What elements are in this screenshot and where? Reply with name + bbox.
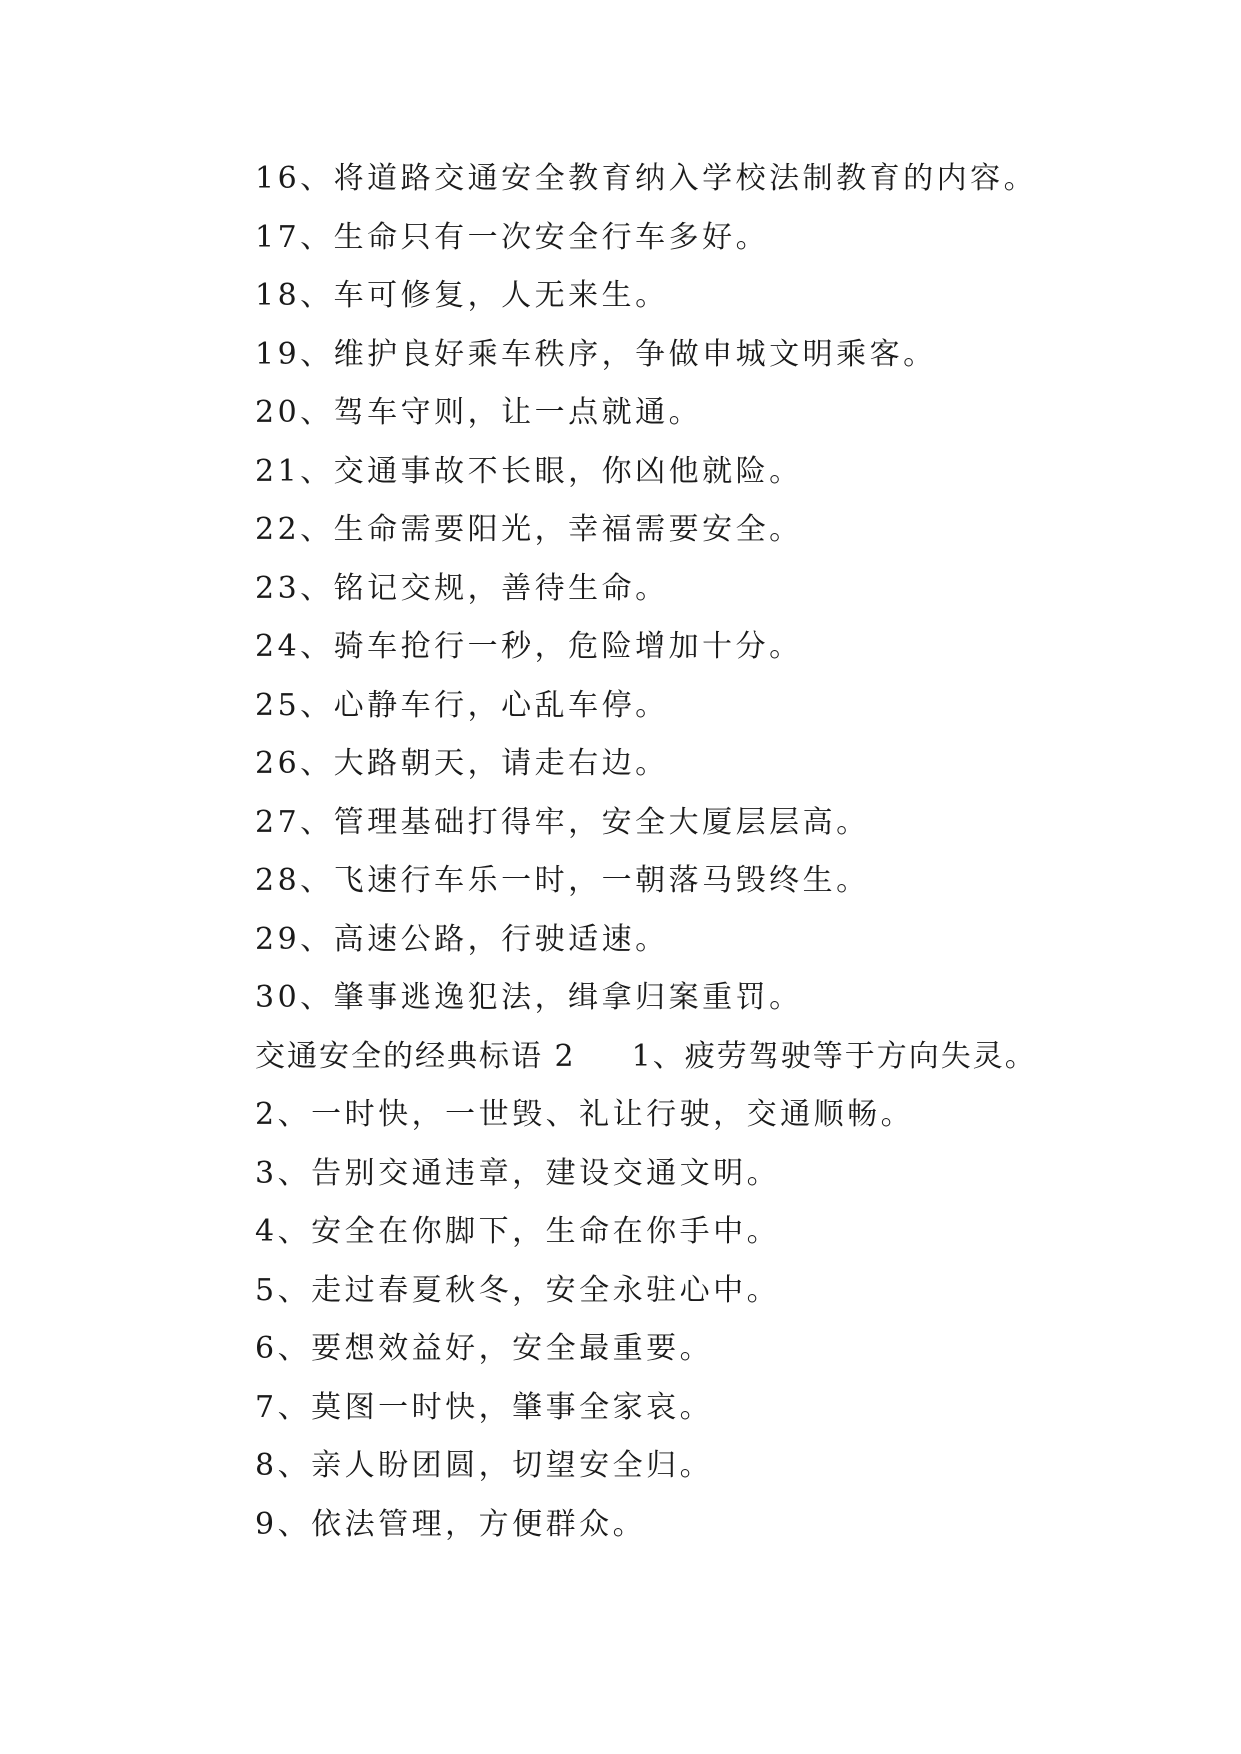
list-item: 28、飞速行车乐一时，一朝落马毁终生。	[255, 863, 870, 898]
list-item: 24、骑车抢行一秒，危险增加十分。	[255, 629, 803, 664]
list-item: 23、铭记交规，善待生命。	[255, 570, 669, 606]
list-item: 22、生命需要阳光，幸福需要安全。	[255, 512, 803, 547]
list-item: 26、大路朝天，请走右边。	[255, 746, 669, 781]
list-item: 30、肇事逃逸犯法，缉拿归案重罚。	[255, 980, 803, 1015]
list-item: 21、交通事故不长眼，你凶他就险。	[255, 453, 803, 489]
list-item: 5、走过春夏秋冬，安全永驻心中。	[255, 1272, 781, 1308]
list-item: 3、告别交通违章，建设交通文明。	[255, 1155, 781, 1191]
list-item: 19、维护良好乘车秩序，争做申城文明乘客。	[255, 336, 937, 372]
list-item: 6、要想效益好，安全最重要。	[255, 1331, 714, 1366]
list-item: 9、依法管理，方便群众。	[255, 1506, 647, 1542]
section-heading-line	[255, 1028, 1175, 1087]
list-item: 16、将道路交通安全教育纳入学校法制教育的内容。	[255, 161, 1038, 196]
list-item: 8、亲人盼团圆，切望安全归。	[255, 1448, 714, 1483]
list-item: 20、驾车守则，让一点就通。	[255, 395, 703, 430]
list-item: 25、心静车行，心乱车停。	[255, 687, 669, 723]
list-item: 7、莫图一时快，肇事全家哀。	[255, 1389, 714, 1425]
list-item: 29、高速公路，行驶适速。	[255, 921, 669, 957]
list-item: 18、车可修复，人无来生。	[255, 278, 669, 313]
list-item: 17、生命只有一次安全行车多好。	[255, 219, 770, 255]
list-item: 4、安全在你脚下，生命在你手中。	[255, 1214, 781, 1249]
list-item: 27、管理基础打得牢，安全大厦层层高。	[255, 804, 870, 840]
list-item: 1、疲劳驾驶等于方向失灵。	[631, 1038, 1037, 1074]
list-item: 2、一时快，一世毁、礼让行驶，交通顺畅。	[255, 1097, 915, 1132]
section-title: 交通安全的经典标语 2	[255, 1038, 576, 1074]
document-body	[255, 150, 1175, 1554]
